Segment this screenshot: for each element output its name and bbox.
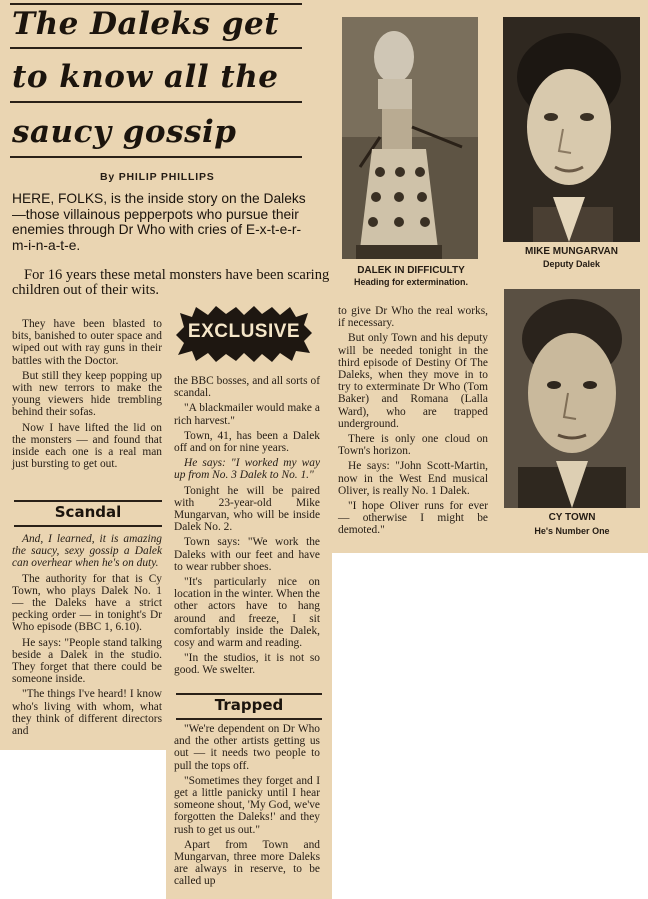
headline-line-3: saucy gossip (12, 114, 237, 150)
intro-paragraph: For 16 years these metal monsters have been scaring children out of their wits. (12, 267, 330, 298)
col2-paragraph: "We're dependent on Dr Who and the other artists getting us out — it needs two people to pull the tops off. (174, 723, 320, 772)
headline-rule-3 (10, 156, 302, 158)
mike-caption-title: MIKE MUNGARVAN (525, 246, 618, 257)
col2-paragraph: "Sometimes they forget and I get a little panicky until I hear someone shout, 'My God, we've forgotten the Daleks!' and they rush to get us out." (174, 774, 320, 836)
col1-paragraph: Now I have lifted the lid on the monsters — and found that inside each one is a real man just bursting to get out. (12, 421, 162, 471)
portrait-icon (504, 289, 640, 508)
headline-rule-1 (10, 47, 302, 49)
dalek-caption-sub: Heading for extermination. (353, 277, 469, 287)
col3-paragraph: "I hope Oliver runs for ever — otherwise I might be demoted." (338, 500, 488, 537)
col2-paragraph: "It's particularly nice on location in the winter. When the other actors have to hang around and freeze, I sit comfortably inside the Dalek, cosy and warm and reading. (174, 576, 320, 650)
trapped-rule-top (176, 693, 322, 695)
mike-caption-sub: Deputy Dalek (542, 259, 601, 269)
col3-paragraph: But only Town and his deputy will be needed tonight in the third episode of Destiny Of The Daleks, when they move in to try to exterminate Dr Who (Tom Baker) and Romana (Lalla Ward), who are trapped underground. (338, 332, 488, 430)
col2-paragraph: Tonight he will be paired with 23-year-old Mike Mungarvan, who will be inside Dalek No. 2. (174, 484, 320, 534)
headline-rule-2 (10, 101, 302, 103)
column-2-lower (174, 723, 320, 891)
col2-paragraph: "A blackmailer would make a rich harvest." (174, 402, 320, 427)
col3-paragraph: to give Dr Who the real works, if necessary. (338, 305, 488, 330)
col2-paragraph: He says: "I worked my way up from No. 3 Dalek to No. 1." (174, 457, 320, 482)
portrait-icon (503, 17, 640, 242)
col1-paragraph: But still they keep popping up with new terrors to make the young viewers hide trembling behind their sofas. (12, 369, 162, 419)
headline-line-2: to know all the (12, 59, 279, 95)
col1-paragraph: "The things I've heard! I know who's living with whom, what they think of different directors and (12, 688, 162, 738)
cy-town-photo (504, 289, 640, 508)
cy-caption-title: CY TOWN (548, 512, 596, 523)
col2-paragraph: Town says: "We work the Daleks with our feet and have to wear rubber shoes. (174, 536, 320, 573)
col1-paragraph: They have been blasted to bits, banished to outer space and wiped out with ray guns in their battles with the Doctor. (12, 318, 162, 367)
col1-paragraph: He says: "People stand talking beside a Dalek in the studio. They forget that there could be someone inside. (12, 636, 162, 686)
col2-paragraph: "In the studios, it is not so good. We swelter. (174, 652, 320, 677)
trapped-rule-bottom (176, 718, 322, 720)
col2-paragraph: the BBC bosses, and all sorts of scandal. (174, 375, 320, 400)
byline: By PHILIP PHILLIPS (100, 171, 215, 183)
col3-paragraph: There is only one cloud on Town's horizon. (338, 433, 488, 458)
lead-paragraph: HERE, FOLKS, is the inside story on the Daleks—those villainous pepperpots who pursue their enemies through Dr Who with cries of E-x-t-e-r-m-i-n-a-t-e. (12, 191, 306, 253)
column-1-upper (12, 318, 162, 473)
subhead-trapped: Trapped (214, 696, 284, 714)
column-2-upper (174, 375, 320, 680)
col2-paragraph: Apart from Town and Mungarvan, three more Daleks are always in reserve, to be called up (174, 838, 320, 888)
cy-caption-sub: He's Number One (534, 526, 610, 536)
mike-mungarvan-photo (503, 17, 640, 242)
scandal-rule-top (14, 500, 162, 502)
headline-rule-top (10, 3, 302, 5)
column-1-lower (12, 533, 162, 740)
col1-paragraph: And, I learned, it is amazing the saucy, sexy gossip a Dalek can overhear when he's on duty. (12, 533, 162, 570)
column-3 (338, 305, 488, 540)
scandal-rule-bottom (14, 525, 162, 527)
headline-line-1: The Daleks get (12, 6, 280, 42)
col2-paragraph: Town, 41, has been a Dalek off and on for nine years. (174, 429, 320, 455)
exclusive-stamp (174, 305, 314, 363)
exclusive-label: EXCLUSIVE (187, 321, 301, 342)
subhead-scandal: Scandal (54, 503, 122, 521)
col3-paragraph: He says: "John Scott-Martin, now in the West End musical Oliver, is really No. 1 Dalek. (338, 460, 488, 497)
col1-paragraph: The authority for that is Cy Town, who plays Dalek No. 1 — the Daleks have a strict pecking order — in tonight's Dr Who episode (BBC 1, 6.10). (12, 572, 162, 634)
dalek-figure-icon (342, 17, 478, 259)
dalek-caption-title: DALEK IN DIFFICULTY (357, 265, 465, 276)
dalek-photo (342, 17, 478, 259)
